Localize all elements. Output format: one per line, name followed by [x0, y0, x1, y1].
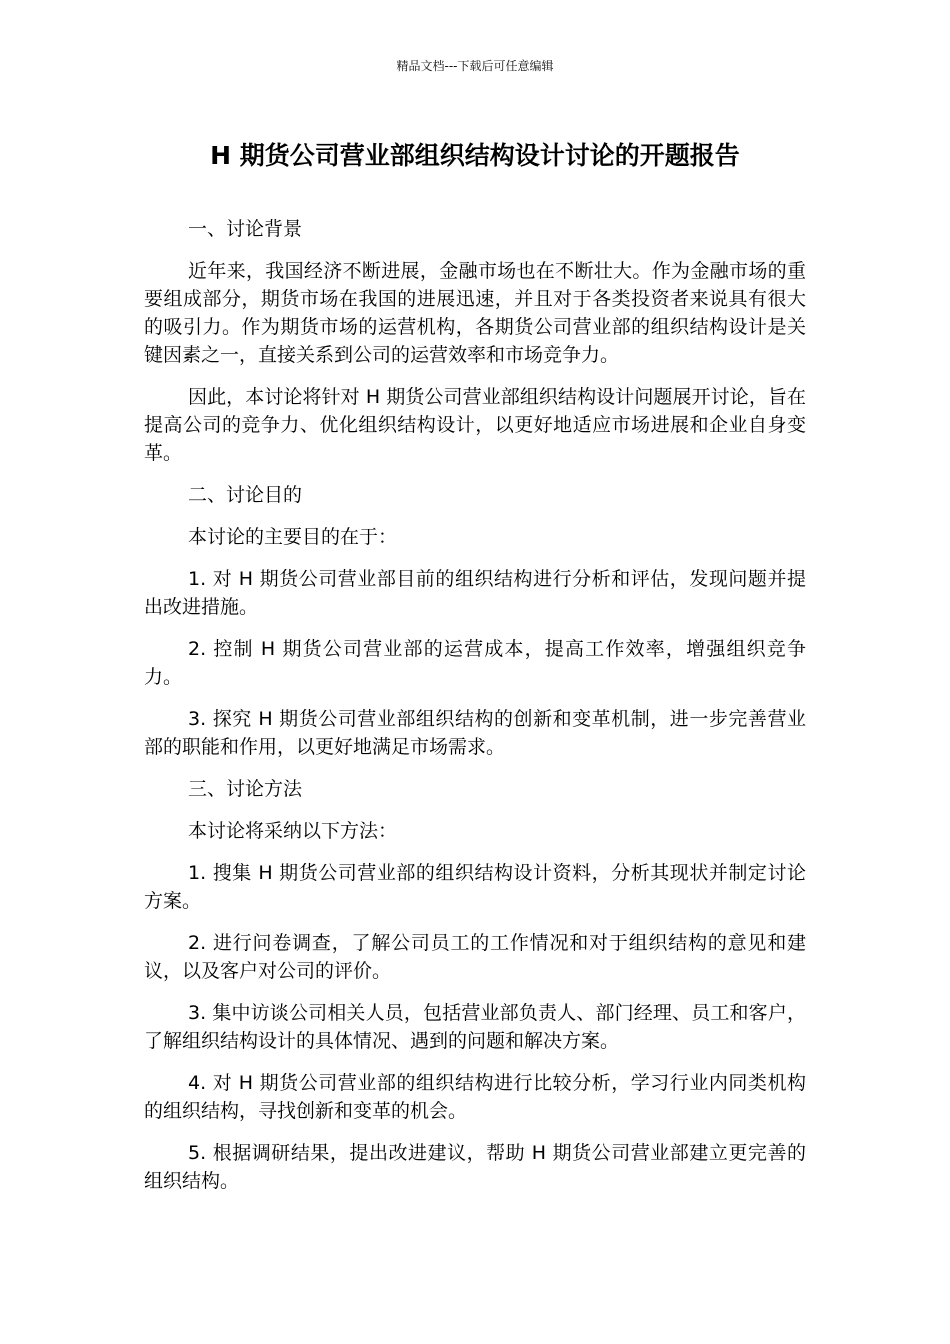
- list-item: 1. 搜集 H 期货公司营业部的组织结构设计资料，分析其现状并制定讨论方案。: [144, 862, 806, 912]
- list-item: 2. 进行问卷调查，了解公司员工的工作情况和对于组织结构的意见和建议，以及客户对公司的评价。: [144, 932, 806, 982]
- section-heading-background: 一、讨论背景: [188, 218, 303, 240]
- paragraph: 本讨论将采纳以下方法：: [188, 820, 398, 842]
- page-header: 精品文档---下载后可任意编辑: [396, 59, 554, 73]
- list-item: 3. 探究 H 期货公司营业部组织结构的创新和变革机制，进一步完善营业部的职能和作用，以更好地满足市场需求。: [144, 708, 806, 758]
- list-item: 5. 根据调研结果，提出改进建议，帮助 H 期货公司营业部建立更完善的组织结构。: [144, 1142, 806, 1192]
- paragraph: 因此，本讨论将针对 H 期货公司营业部组织结构设计问题展开讨论，旨在提高公司的竞争力、优化组织结构设计，以更好地适应市场进展和企业自身变革。: [144, 386, 806, 464]
- list-item: 2. 控制 H 期货公司营业部的运营成本，提高工作效率，增强组织竞争力。: [144, 638, 806, 688]
- document-body: [144, 215, 806, 1209]
- list-item: 3. 集中访谈公司相关人员，包括营业部负责人、部门经理、员工和客户，了解组织结构设计的具体情况、遇到的问题和解决方案。: [144, 1002, 806, 1052]
- section-heading-purpose: 二、讨论目的: [188, 484, 303, 506]
- document-title: H 期货公司营业部组织结构设计讨论的开题报告: [210, 141, 740, 170]
- list-item: 4. 对 H 期货公司营业部的组织结构进行比较分析，学习行业内同类机构的组织结构，寻找创新和变革的机会。: [144, 1072, 806, 1122]
- section-heading-method: 三、讨论方法: [188, 778, 303, 800]
- list-item: 1. 对 H 期货公司营业部目前的组织结构进行分析和评估，发现问题并提出改进措施。: [144, 568, 806, 618]
- paragraph: 近年来，我国经济不断进展，金融市场也在不断壮大。作为金融市场的重要组成部分，期货市场在我国的进展迅速，并且对于各类投资者来说具有很大的吸引力。作为期货市场的运营机构，各期货公司营业部的组织结构设计是关键因素之一，直接关系到公司的运营效率和市场竞争力。: [144, 260, 806, 366]
- paragraph: 本讨论的主要目的在于：: [188, 526, 398, 548]
